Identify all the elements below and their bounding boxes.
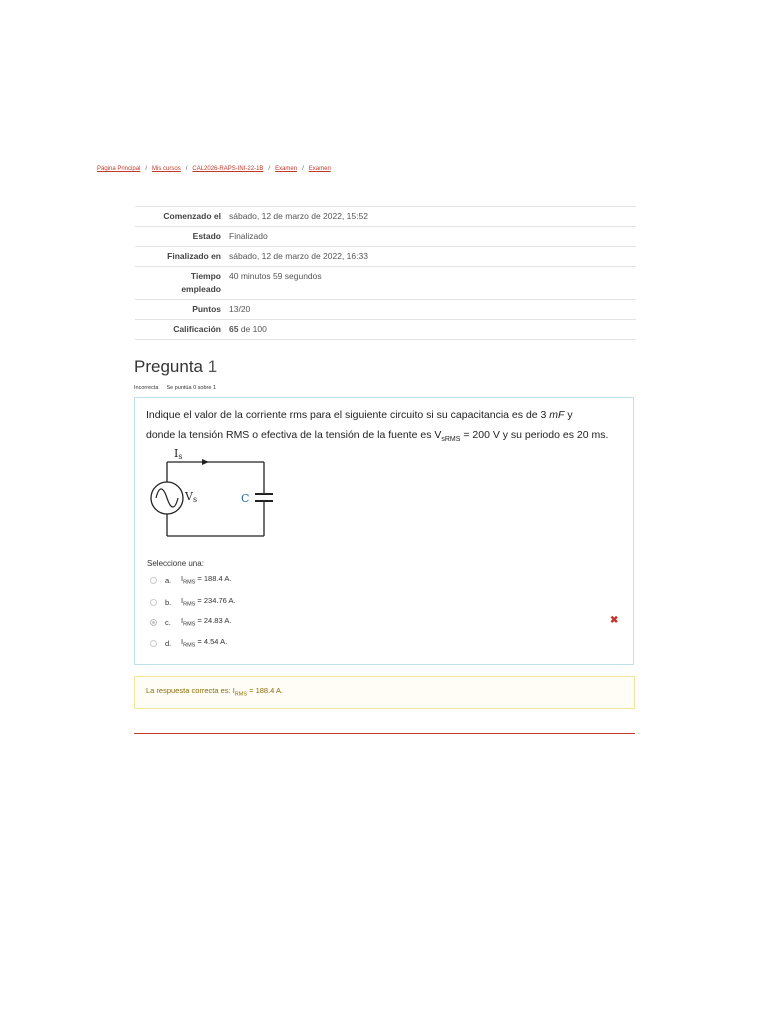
incorrect-x-icon: ✖ (610, 615, 619, 626)
option-text: $I_{RMS} = 4.54$ A. (181, 637, 228, 649)
summary-label: Estado (192, 231, 221, 241)
breadcrumb-home[interactable]: Página Principal (97, 166, 141, 172)
summary-value: Finalizado (229, 231, 268, 241)
option-text: $I_{RMS} = 188.4$ A. (181, 574, 232, 586)
circuit-diagram (147, 445, 277, 545)
feedback-value: = 188.4 A. (247, 686, 284, 695)
question-number: 1 (207, 357, 218, 376)
breadcrumb: Página Principal / Mis cursos / CAL2026-RAPS-INI-22-1B / Examen / Examen (97, 166, 331, 172)
question-score: Se puntúa 0 sobre 1 (166, 385, 217, 391)
section-divider (134, 733, 635, 734)
summary-label: Puntos (192, 304, 221, 314)
summary-label-line1: Tiempo (190, 271, 221, 281)
breadcrumb-course[interactable]: CAL2026-RAPS-INI-22-1B (192, 166, 264, 172)
question-text-subscript: sRMS (441, 436, 461, 444)
summary-value: sábado, 12 de marzo de 2022, 16:33 (229, 251, 368, 261)
correct-answer-feedback (134, 676, 635, 709)
summary-label (135, 267, 229, 300)
question-text-part: y (564, 409, 573, 421)
option-letter: b. (165, 597, 172, 607)
summary-value: 13/20 (229, 304, 251, 314)
select-one-label: Seleccione una: (147, 559, 204, 568)
summary-row-started (135, 207, 636, 227)
radio-button-selected[interactable] (150, 619, 157, 626)
radio-button[interactable] (150, 640, 157, 647)
grade-score: 65 (229, 324, 239, 334)
breadcrumb-my-courses[interactable]: Mis cursos (152, 166, 181, 172)
question-text (146, 405, 626, 450)
summary-row-time (135, 267, 636, 300)
current-arrow-icon (202, 459, 209, 465)
radio-button[interactable] (150, 577, 157, 584)
summary-label-line2: empleado (181, 284, 221, 294)
question-title-word: Pregunta (134, 357, 203, 376)
answer-option-b[interactable] (150, 596, 236, 608)
summary-row-finished (135, 247, 636, 267)
question-content-box (134, 397, 634, 665)
summary-row-points (135, 300, 636, 320)
answer-option-a[interactable] (150, 574, 231, 586)
answer-option-d[interactable] (150, 637, 227, 649)
option-letter: d. (165, 638, 172, 648)
grade-total: de 100 (238, 324, 267, 334)
summary-label: Comenzado el (163, 211, 221, 221)
summary-value (229, 320, 636, 340)
feedback-prefix: La respuesta correcta es: I (146, 686, 235, 695)
option-text: $I_{RMS} = 24.83$ A. (181, 616, 232, 628)
feedback-text (146, 686, 283, 698)
summary-row-state (135, 227, 636, 247)
breadcrumb-exam[interactable]: Examen (308, 166, 331, 172)
capacitor-label: C (241, 492, 250, 505)
current-label: Is (174, 447, 183, 461)
option-letter: a. (165, 575, 172, 585)
question-text-part: Indique el valor de la corriente rms para el siguiente circuito si su capacitancia es de 3 (146, 409, 547, 421)
question-info (134, 385, 216, 391)
attempt-summary-table (135, 206, 636, 340)
question-status: Incorrecta (134, 385, 159, 391)
summary-value: 40 minutos 59 segundos (229, 271, 322, 281)
option-letter: c. (165, 617, 171, 627)
source-label: Vs (185, 490, 198, 504)
question-title (134, 357, 217, 377)
feedback-subscript: RMS (234, 691, 248, 698)
summary-value: sábado, 12 de marzo de 2022, 15:52 (229, 211, 368, 221)
question-text-part: donde la tensión RMS o efectiva de la tensión de la fuente es V (146, 429, 442, 441)
summary-row-grade (135, 320, 636, 340)
radio-button[interactable] (150, 599, 157, 606)
option-text: $I_{RMS} = 234.76$ A. (181, 596, 236, 608)
breadcrumb-exam-section[interactable]: Examen (275, 166, 298, 172)
summary-label: Finalizado en (167, 251, 221, 261)
summary-label: Calificación (173, 324, 221, 334)
question-text-unit: mF (546, 409, 565, 421)
question-text-part: = 200 V y su periodo es 20 ms. (460, 429, 609, 441)
answer-option-c[interactable] (150, 616, 231, 628)
